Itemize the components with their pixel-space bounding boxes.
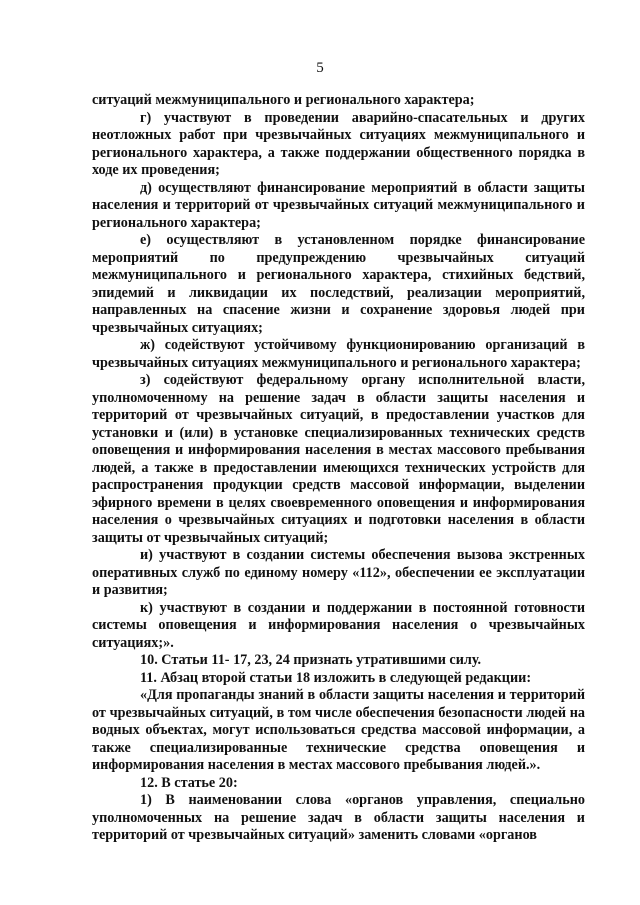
paragraph-item-k: к) участвуют в создании и поддержании в постоянной готовности системы оповещения и информирования населения о чрезвычайных ситуациях;». (92, 599, 585, 651)
paragraph-clause-12: 12. В статье 20: (140, 774, 238, 791)
paragraph-continuation: ситуаций межмуниципального и регионального характера; (92, 92, 475, 108)
page-number: 5 (316, 60, 324, 76)
paragraph-subclause-1: 1) В наименовании слова «органов управления, специально уполномоченных на решение задач в области защиты населения и территорий от чрезвычайных ситуаций» заменить словами «органов (92, 792, 585, 843)
paragraph-clause-10: 10. Статьи 11- 17, 23, 24 признать утратившими силу. (140, 652, 482, 668)
paragraph-item-zh: ж) содействуют устойчивому функционированию организаций в чрезвычайных ситуациях межмуниципального и регионального характера; (92, 337, 585, 371)
paragraph-quoted-text: «Для пропаганды знаний в области защиты населения и территорий от чрезвычайных ситуаций, в том числе обеспечения безопасности людей на водных объектах, могут использоваться средства массовой информации, а также специализированные технические средства оповещения и информирования населения в местах массового пребывания людей.». (92, 687, 585, 773)
document-body (92, 92, 585, 845)
paragraph-item-g: г) участвуют в проведении аварийно-спасательных и других неотложных работ при чрезвычайных ситуациях межмуниципального и регионального характера, а также поддержании общественного порядка в ходе их проведения; (92, 109, 585, 178)
paragraph-item-e: е) осуществляют в установленном порядке финансирование мероприятий по предупреждению чрезвычайных ситуаций межмуниципального и регионального характера, стихийных бедствий, эпидемий и ликвидации их последствий, реализации мероприятий, направленных на спасение жизни и сохранение здоровья людей при чрезвычайных ситуациях; (92, 232, 585, 336)
paragraph-item-z: з) содействуют федеральному органу исполнительной власти, уполномоченному на решение задач в области защиты населения и территорий от чрезвычайных ситуаций, в предоставлении участков для установки и (или) в установке специализированных технических средств оповещения и информирования населения в местах массового пребывания людей, а также в предоставлении имеющихся технических устройств для распространения продукции средств массовой информации, выделении эфирного времени в целях своевременного оповещения и информирования населения о чрезвычайных ситуациях и подготовки населения в области защиты от чрезвычайных ситуаций; (92, 372, 585, 546)
paragraph-clause-11: 11. Абзац второй статьи 18 изложить в следующей редакции: (140, 669, 532, 686)
paragraph-item-i: и) участвуют в создании системы обеспечения вызова экстренных оперативных служб по единому номеру «112», обеспечении ее эксплуатации и развития; (92, 547, 585, 598)
paragraph-item-d: д) осуществляют финансирование мероприятий в области защиты населения и территорий от чрезвычайных ситуаций межмуниципального и регионального характера; (92, 179, 585, 231)
